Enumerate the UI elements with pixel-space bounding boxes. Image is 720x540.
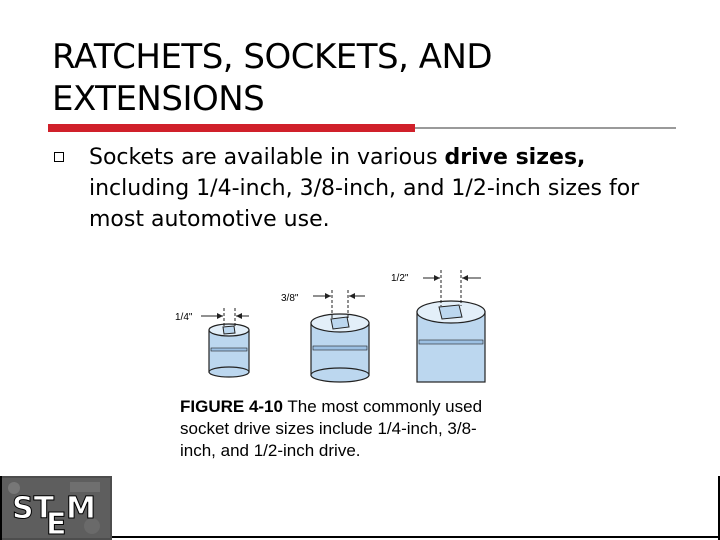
bullet-text-end: including 1/4-inch, 3/8-inch, and 1/2-inch sizes for most automotive use. (89, 176, 640, 232)
bullet-square-icon (54, 152, 64, 162)
bullet-text-bold: drive sizes, (444, 145, 586, 170)
bullet-text-start: Sockets are available in various (89, 145, 445, 170)
logo-text-st: ST (12, 491, 55, 526)
quarter-inch-label: 1/4" (175, 312, 193, 323)
figure-caption-text: The most commonly used socket drive sizes include 1/4-inch, 3/8-inch, and 1/2-inch drive. (180, 397, 483, 460)
socket-drive-sizes-figure (175, 268, 490, 393)
bullet-text (89, 142, 649, 235)
title-divider-line (415, 127, 676, 129)
logo-text-m: M (66, 491, 96, 526)
slide-title: RATCHETS, SOCKETS, AND EXTENSIONS (52, 37, 493, 119)
stem-logo (0, 476, 112, 540)
half-inch-label: 1/2" (391, 273, 409, 284)
figure-caption (180, 396, 498, 462)
figure-caption-number: FIGURE 4-10 (180, 397, 283, 416)
three-eighths-inch-label: 3/8" (281, 293, 299, 304)
frame-left-line (0, 476, 2, 540)
frame-bottom-line (112, 536, 720, 538)
title-accent-bar (48, 124, 415, 132)
logo-text-e: E (46, 507, 67, 540)
